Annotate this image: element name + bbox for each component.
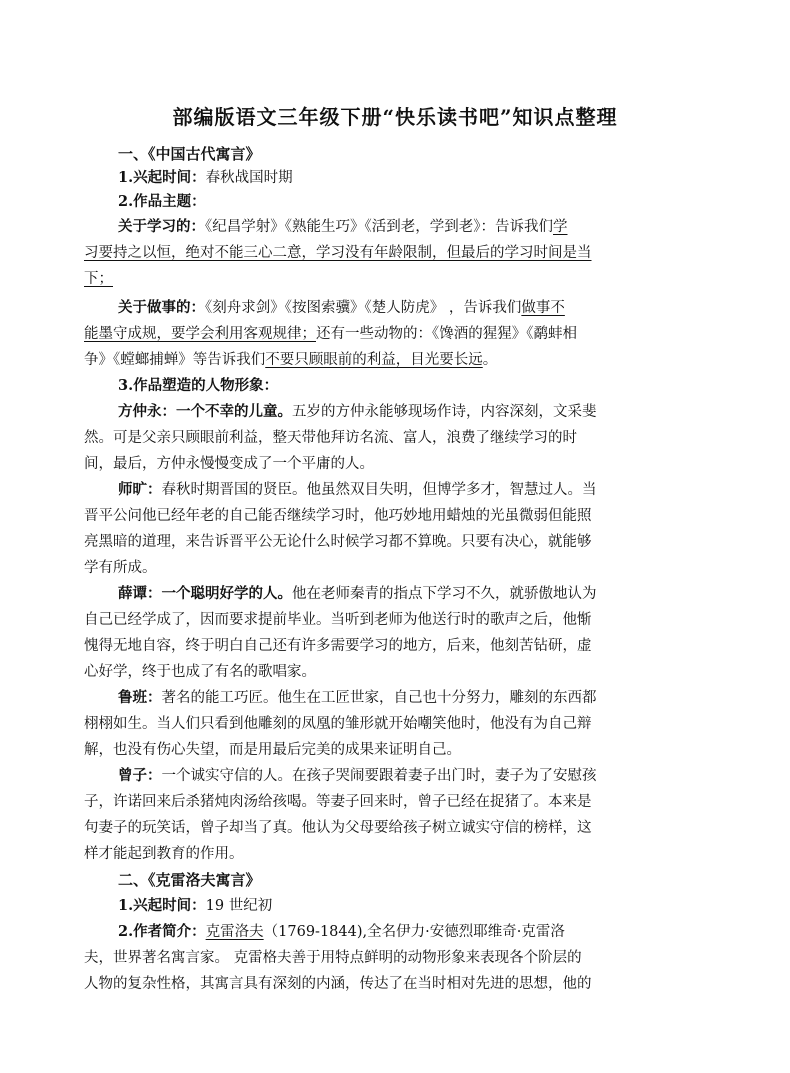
study-books: 《纪昌学射》《熟能生巧》《活到老，学到老》：告诉我们 bbox=[205, 219, 553, 235]
author-line-2: 夫，世界著名寓言家。 克雷格夫善于用特点鲜明的动物形象来表现各个阶层的 bbox=[84, 950, 582, 966]
lu-line-1 bbox=[118, 688, 597, 708]
shi-line-1 bbox=[118, 480, 597, 500]
things-underline-2: 能墨守成规，要学会利用客观规律； bbox=[84, 326, 316, 342]
things-line-1 bbox=[118, 298, 565, 318]
zeng-name: 曾子： bbox=[118, 767, 162, 784]
rise-time-line bbox=[118, 168, 293, 188]
zeng-line-1 bbox=[118, 766, 597, 786]
xue-line-4: 心好学，终于也成了有名的歌唱家。 bbox=[84, 664, 316, 680]
things-books: 《刻舟求剑》《按图索骥》《楚人防虎》 ，告诉我们 bbox=[205, 300, 522, 316]
xue-line-3: 愧得无地自容，终于明白自己还有许多需要学习的地方，后来，他刻苦钻研，虚 bbox=[84, 638, 592, 654]
zeng-text-1: 一个诚实守信的人。在孩子哭闹要跟着妻子出门时，妻子为了安慰孩 bbox=[161, 768, 597, 784]
author-line-1 bbox=[118, 922, 565, 942]
fang-line-2: 然。可是父亲只顾眼前利益，整天带他拜访名流、富人，浪费了继续学习的时 bbox=[84, 430, 577, 446]
zeng-line-3: 句妻子的玩笑话，曾子却当了真。他认为父母要给孩子树立诚实守信的榜样，这 bbox=[84, 820, 592, 836]
things-end: 。 bbox=[482, 352, 498, 368]
lu-line-2: 栩栩如生。当人们只看到他雕刻的凤凰的雏形就开始嘲笑他时，他没有为自己辩 bbox=[84, 716, 592, 732]
things-line-2 bbox=[84, 324, 577, 344]
things-underline-1: 做事不 bbox=[521, 300, 565, 316]
zeng-line-2: 子，许诺回来后杀猪炖肉汤给孩喝。等妻子回来时，曾子已经在捉猪了。本来是 bbox=[84, 794, 592, 810]
theme-label: 2.作品主题： bbox=[118, 193, 206, 210]
shi-name: 师旷： bbox=[118, 481, 162, 498]
lu-text-1: 著名的能工巧匠。他生在工匠世家，自己也十分努力，雕刻的东西都 bbox=[161, 690, 597, 706]
study-label: 关于学习的： bbox=[118, 218, 205, 235]
rise-time-label: 1.兴起时间： bbox=[118, 169, 206, 186]
rise-time-value-2: 19 世纪初 bbox=[205, 898, 273, 914]
xue-text-1: 他在老师秦青的指点下学习不久，就骄傲地认为 bbox=[292, 586, 597, 602]
shi-line-4: 学有所成。 bbox=[84, 560, 157, 576]
xue-line-1 bbox=[118, 584, 597, 604]
xue-line-2: 自己已经学成了，因而要求提前毕业。当听到老师为他送行时的歌声之后，他惭 bbox=[84, 612, 592, 628]
shi-line-2: 晋平公问他已经年老的自己能否继续学习时，他巧妙地用蜡烛的光虽微弱但能照 bbox=[84, 508, 592, 524]
xue-name: 薛谭：一个聪明好学的人。 bbox=[118, 585, 292, 602]
rise-time-label-2: 1.兴起时间： bbox=[118, 897, 206, 914]
author-name: 克雷洛夫 bbox=[205, 924, 264, 940]
lu-line-3: 解，也没有伤心失望，而是用最后完美的成果来证明自己。 bbox=[84, 742, 461, 758]
things-label: 关于做事的： bbox=[118, 299, 205, 316]
fang-name: 方仲永：一个不幸的儿童。 bbox=[118, 403, 292, 420]
things-rest-2: 还有一些动物的：《馋酒的猩猩》《鹬蚌相 bbox=[316, 326, 577, 342]
shi-line-3: 亮黑暗的道理，来告诉晋平公无论什么时候学习都不算晚。只要有决心，就能够 bbox=[84, 534, 592, 550]
rise-time-line-2 bbox=[118, 896, 272, 916]
fang-text-1: 五岁的方仲永能够现场作诗，内容深刻，文采斐 bbox=[292, 404, 597, 420]
rise-time-value: 春秋战国时期 bbox=[205, 170, 293, 186]
study-line-1 bbox=[118, 217, 568, 237]
lu-name: 鲁班： bbox=[118, 689, 162, 706]
study-underline-2: 习要持之以恒，绝对不能三心二意，学习没有年龄限制，但最后的学习时间是当 bbox=[84, 245, 592, 261]
author-label: 2.作者简介： bbox=[118, 923, 206, 940]
author-line-3: 人物的复杂性格，其寓言具有深刻的内涵，传达了在当时相对先进的思想，他的 bbox=[84, 976, 592, 992]
shi-text-1: 春秋时期晋国的贤臣。他虽然双目失明，但博学多才，智慧过人。当 bbox=[161, 482, 597, 498]
section-heading-1: 一、《中国古代寓言》 bbox=[118, 145, 261, 163]
things-underline-3: 不要只顾眼前的利益，目光要长远 bbox=[265, 352, 483, 368]
fang-line-3: 间，最后，方仲永慢慢变成了一个平庸的人。 bbox=[84, 456, 374, 472]
page-title: 部编版语文三年级下册“快乐读书吧”知识点整理 bbox=[172, 105, 618, 129]
things-line-3 bbox=[84, 350, 497, 370]
fang-line-1 bbox=[118, 402, 597, 422]
author-text-1: （1769-1844),全名伊力·安德烈耶维奇·克雷洛 bbox=[263, 924, 565, 940]
zeng-line-4: 样才能起到教育的作用。 bbox=[84, 846, 244, 862]
figures-label: 3.作品塑造的人物形象： bbox=[118, 377, 279, 394]
study-underline-3: 下； bbox=[84, 271, 113, 287]
study-underline-1: 学 bbox=[553, 219, 568, 235]
things-line-3-text: 争》《螳螂捕蝉》等告诉我们 bbox=[84, 352, 266, 368]
section-heading-2: 二、《克雷洛夫寓言》 bbox=[118, 871, 261, 889]
